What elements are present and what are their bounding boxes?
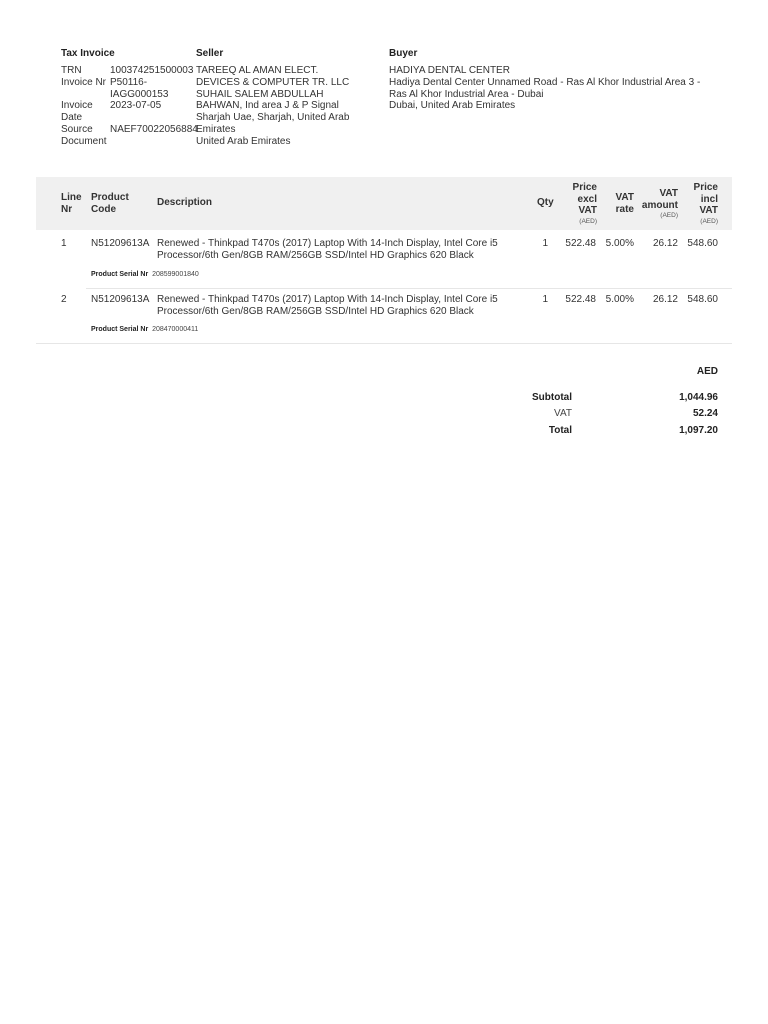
subtotal-value: 1,044.96 [679, 392, 718, 403]
seller-line: DEVICES & COMPUTER TR. LLC [196, 76, 350, 88]
price-incl-vat: 548.60 [687, 294, 718, 305]
col-line-nr-header: Line Nr [61, 192, 82, 215]
col-vat-amount-header: VAT amount (AED) [641, 188, 678, 219]
description: Renewed - Thinkpad T470s (2017) Laptop With 14-Inch Display, Intel Core i5 Processor/6th Gen/8GB RAM/256GB SSD/Intel HD Graphics 620 Black [157, 238, 498, 261]
seller-line: Emirates [196, 123, 236, 135]
line-nr: 1 [61, 238, 67, 249]
buyer-line: Dubai, United Arab Emirates [389, 100, 516, 112]
vat-value: 52.24 [692, 408, 718, 419]
seller-line: Sharjah Uae, Sharjah, United Arab [196, 112, 350, 124]
qty: 1 [542, 238, 548, 249]
buyer-heading: Buyer [389, 48, 418, 59]
seller-heading: Seller [196, 48, 224, 59]
qty: 1 [542, 294, 548, 305]
col-vat-rate-header: VAT rate [615, 192, 634, 215]
vat-label: VAT [554, 408, 572, 419]
col-price-incl-header: Price incl VAT (AED) [693, 182, 718, 225]
buyer-line: Hadiya Dental Center Unnamed Road - Ras Al Khor Industrial Area 3 - [389, 76, 701, 88]
seller-line: United Arab Emirates [196, 135, 291, 147]
invoice-date-value: 2023-07-05 [110, 100, 162, 112]
invoice-nr-label: Invoice Nr [61, 76, 107, 88]
description: Renewed - Thinkpad T470s (2017) Laptop With 14-Inch Display, Intel Core i5 Processor/6th Gen/8GB RAM/256GB SSD/Intel HD Graphics 620 Black [157, 294, 498, 317]
product-serial: Product Serial Nr 208599001840 [91, 271, 199, 278]
price-excl-vat: 522.48 [565, 238, 596, 249]
seller-line: BAHWAN, Ind area J & P Signal [196, 100, 339, 112]
source-document-value: NAEF70022056884 [110, 123, 198, 135]
currency-label: AED [696, 366, 718, 377]
doc-title: Tax Invoice [61, 48, 115, 59]
col-qty-header: Qty [537, 197, 554, 208]
invoice-nr-value: P50116- [110, 76, 148, 88]
source-document-label-2: Document [61, 135, 107, 147]
product-serial: Product Serial Nr 208470000411 [91, 326, 199, 333]
price-excl-vat: 522.48 [565, 294, 596, 305]
doc-field-labels [61, 65, 107, 148]
subtotal-label: Subtotal [532, 392, 572, 403]
doc-field-values [110, 65, 198, 136]
line-nr: 2 [61, 294, 67, 305]
seller-line: SUHAIL SALEM ABDULLAH [196, 88, 324, 100]
seller-address [196, 65, 349, 148]
trn-value: 100374251500003 [110, 65, 194, 76]
invoice-date-label: Invoice [61, 100, 93, 112]
source-document-label: Source [61, 123, 93, 135]
product-code: N51209613A [91, 238, 150, 249]
row-divider [86, 288, 732, 289]
vat-amount: 26.12 [652, 238, 678, 249]
buyer-address [389, 65, 700, 112]
invoice-date-label-2: Date [61, 112, 83, 124]
price-incl-vat: 548.60 [687, 238, 718, 249]
buyer-line: Ras Al Khor Industrial Area - Dubai [389, 88, 544, 100]
seller-line: TAREEQ AL AMAN ELECT. [196, 65, 319, 76]
col-price-excl-header: Price excl VAT (AED) [572, 182, 597, 225]
product-code: N51209613A [91, 294, 150, 305]
total-label: Total [548, 425, 572, 436]
invoice-nr-value-2: IAGG000153 [110, 88, 169, 100]
trn-label: TRN [61, 65, 82, 76]
buyer-line: HADIYA DENTAL CENTER [389, 65, 510, 76]
vat-rate: 5.00% [605, 294, 634, 305]
vat-rate: 5.00% [605, 238, 634, 249]
col-product-code-header: Product Code [91, 192, 129, 215]
table-bottom-divider [36, 343, 732, 344]
vat-amount: 26.12 [652, 294, 678, 305]
col-description-header: Description [157, 197, 213, 208]
total-value: 1,097.20 [679, 425, 718, 436]
